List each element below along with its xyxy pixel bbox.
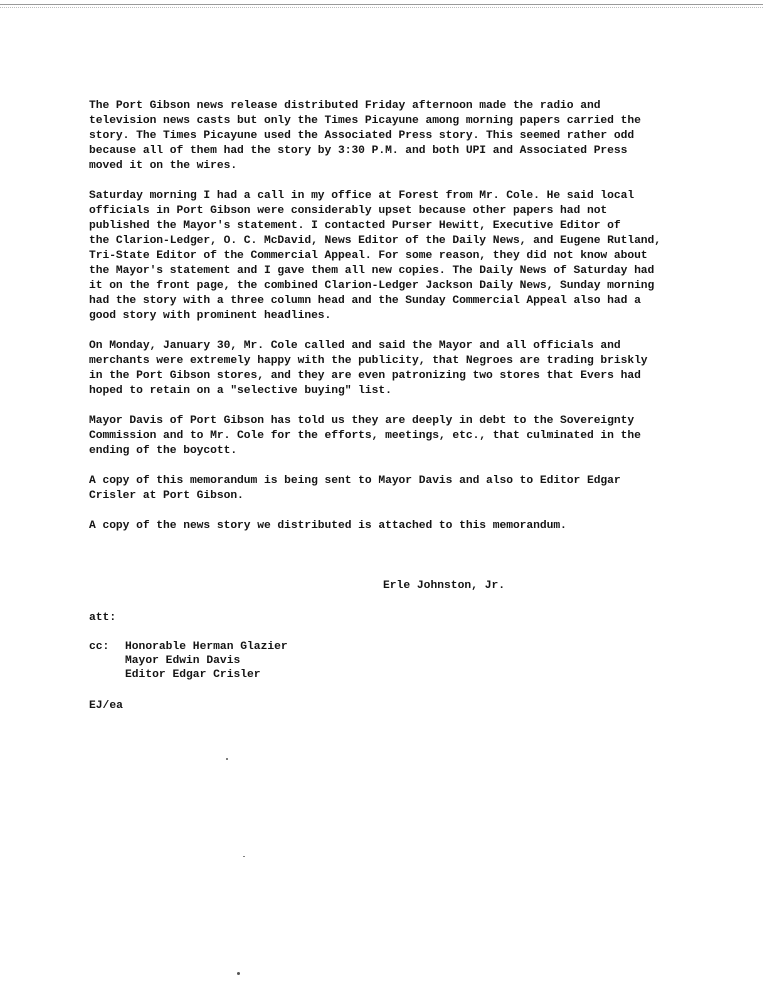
scan-speck — [237, 972, 240, 975]
text-line: had the story with a three column head and the Sunday Commercial Appeal also had a — [89, 295, 641, 307]
cc-recipient: Mayor Edwin Davis — [125, 655, 241, 667]
text-line: Commission and to Mr. Cole for the efforts, meetings, etc., that culminated in the — [89, 430, 641, 442]
text-line: it on the front page, the combined Clarion-Ledger Jackson Daily News, Sunday morning — [89, 280, 655, 292]
text-line: On Monday, January 30, Mr. Cole called and said the Mayor and all officials and — [89, 340, 621, 352]
paragraph-3 — [89, 339, 719, 399]
text-line: the Clarion-Ledger, O. C. McDavid, News Editor of the Daily News, and Eugene Rutland, — [89, 235, 661, 247]
text-line: story. The Times Picayune used the Associated Press story. This seemed rather odd — [89, 130, 635, 142]
paragraph-5 — [89, 474, 719, 504]
cc-label: cc: — [89, 641, 110, 653]
scan-speck — [243, 856, 245, 857]
text-line: merchants were extremely happy with the publicity, that Negroes are trading briskly — [89, 355, 648, 367]
cc-row — [89, 640, 288, 654]
paragraph-6 — [89, 519, 719, 534]
page-top-rule — [0, 4, 763, 8]
cc-recipient: Editor Edgar Crisler — [125, 669, 261, 681]
cc-label-spacer — [89, 654, 125, 668]
text-line: A copy of this memorandum is being sent to Mayor Davis and also to Editor Edgar — [89, 475, 621, 487]
text-line: the Mayor's statement and I gave them all new copies. The Daily News of Saturday had — [89, 265, 655, 277]
cc-recipient: Honorable Herman Glazier — [125, 641, 288, 653]
text-line: good story with prominent headlines. — [89, 310, 332, 322]
text-line: hoped to retain on a "selective buying" list. — [89, 385, 392, 397]
signature-line: Erle Johnston, Jr. — [383, 580, 506, 592]
memo-body — [89, 99, 719, 549]
paragraph-4 — [89, 414, 719, 459]
scan-speck — [226, 758, 228, 760]
cc-block — [89, 640, 288, 682]
cc-row — [89, 654, 288, 668]
text-line: officials in Port Gibson were considerably upset because other papers had not — [89, 205, 608, 217]
text-line: ending of the boycott. — [89, 445, 238, 457]
typist-initials: EJ/ea — [89, 700, 123, 712]
text-line: Tri-State Editor of the Commercial Appeal. For some reason, they did not know about — [89, 250, 648, 262]
text-line: Crisler at Port Gibson. — [89, 490, 244, 502]
attachment-label: att: — [89, 612, 117, 624]
cc-row — [89, 668, 288, 682]
text-line: in the Port Gibson stores, and they are even patronizing two stores that Evers had — [89, 370, 641, 382]
text-line: A copy of the news story we distributed is attached to this memorandum. — [89, 520, 567, 532]
text-line: published the Mayor's statement. I contacted Purser Hewitt, Executive Editor of — [89, 220, 621, 232]
cc-label-spacer — [89, 668, 125, 682]
text-line: Saturday morning I had a call in my office at Forest from Mr. Cole. He said local — [89, 190, 635, 202]
text-line: The Port Gibson news release distributed Friday afternoon made the radio and — [89, 100, 601, 112]
text-line: moved it on the wires. — [89, 160, 238, 172]
paragraph-1 — [89, 99, 719, 174]
text-line: Mayor Davis of Port Gibson has told us they are deeply in debt to the Sovereignty — [89, 415, 635, 427]
paragraph-2 — [89, 189, 719, 324]
text-line: because all of them had the story by 3:30 P.M. and both UPI and Associated Press — [89, 145, 628, 157]
text-line: television news casts but only the Times Picayune among morning papers carried the — [89, 115, 641, 127]
